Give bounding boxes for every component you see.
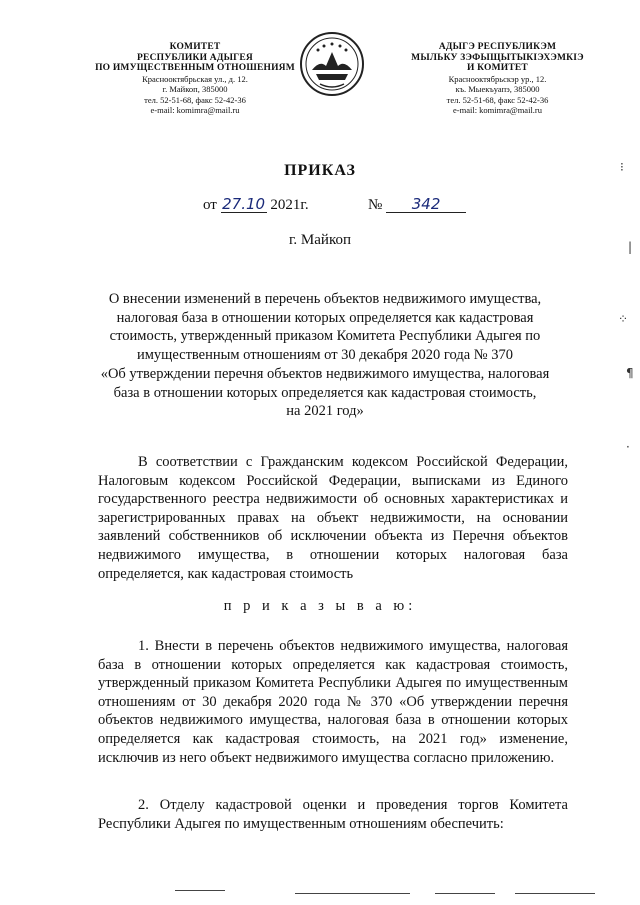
subject-line: база в отношении которых определяется как кадастровая стоимость, [113,384,537,401]
item-1-paragraph [98,637,568,767]
subject-line: на 2021 год» [286,403,364,420]
subject-line: стоимость, утвержденный приказом Комитета Республики Адыгея по [109,328,541,345]
org-phone: тел. 52-51-68, факс 52-42-36 [446,94,549,105]
subject-line: О внесении изменений в перечень объектов недвижимого имущества, [108,291,542,307]
item-1-text: 1. Внести в перечень объектов недвижимого имущества, налоговая база в отношении которых определяется как кадастровая стоимость, утвержденный приказом Комитета Республики Адыгея по имущественным отношениям от 30 декабря 2020 года № 370 «Об утверждении перечня объектов недвижимого имущества, налоговая база в отношении которых определяется как кадастровая стоимость, на 2021 год» изменение, исключив из него объект недвижимого имущества согласно приложению. [98,638,568,766]
scan-line [295,893,410,894]
header-left [95,42,295,116]
org-name-line1: АДЫГЭ РЕСПУБЛИКЭМ [438,42,557,52]
org-city: г. Майкоп, 385000 [162,84,228,94]
item-2-paragraph [98,796,568,833]
order-word: п р и к а з ы в а ю: [223,598,417,614]
city-line: г. Майкоп [288,232,352,248]
scan-mark: · [626,440,630,454]
scan-mark: | [628,240,633,254]
date-prefix: от [203,197,217,213]
number-label: № [368,197,383,213]
date-line [203,197,309,214]
subject-line: налоговая база в отношении которых определяется как кадастровая [116,309,534,326]
subject-line: «Об утверждении перечня объектов недвижимого имущества, налоговая [100,365,550,382]
scan-line [435,893,495,894]
org-address: Краснооктябрьскэр ур., 12. [448,73,547,84]
scan-line [175,890,225,891]
scan-line [515,893,595,894]
order-subject [100,290,550,421]
org-name-line2: РЕСПУБЛИКИ АДЫГЕЯ [137,52,253,63]
document-title: ПРИКАЗ [284,162,356,179]
org-name-line3: ПО ИМУЩЕСТВЕННЫМ ОТНОШЕНИЯМ [95,63,295,73]
number-handwritten: 342 [386,197,466,213]
org-email: e-mail: komimra@mail.ru [452,105,543,115]
header-right [405,42,590,116]
org-email: e-mail: komimra@mail.ru [150,105,240,115]
scan-mark: ¶ [626,366,634,380]
date-handwritten: 27.10 [222,195,266,213]
org-address: Краснооктябрьская ул., д. 12. [142,73,248,84]
item-2-text: 2. Отделу кадастровой оценки и проведения торгов Комитета Республики Адыгея по имущественным отношениям обеспечить: [98,797,568,832]
org-name-line3: И КОМИТЕТ [467,63,528,73]
subject-line: имущественным отношениям от 30 декабря 2020 года № 370 [136,347,513,364]
org-name-line2: МЫЛЬКУ ЗЭФЫЩЫТЫКІЭХЭМКІЭ [411,52,584,63]
org-name-line1: КОМИТЕТ [169,42,221,52]
preamble-paragraph [98,453,568,583]
number-line [368,197,466,214]
coat-of-arms-emblem-icon [298,30,366,98]
preamble-text: В соответствии с Гражданским кодексом Российской Федерации, Налоговым кодексом Российской Федерации, выписками из Единого государственного реестра недвижимости об основных характеристиках и зарегистрированных правах на объект недвижимости, на основании заявлений собственников об исключении объекта из Перечня объектов недвижимого имущества, в отношении которых налоговая база определяется, как кадастровая стоимость [98,454,568,582]
year-text: 2021г. [270,197,309,213]
org-city: къ. Мыекъуапэ, 385000 [455,84,540,94]
scan-mark: ⁘ [618,312,629,326]
scan-mark: ⁝ [620,160,624,174]
org-phone: тел. 52-51-68, факс 52-42-36 [144,94,246,105]
